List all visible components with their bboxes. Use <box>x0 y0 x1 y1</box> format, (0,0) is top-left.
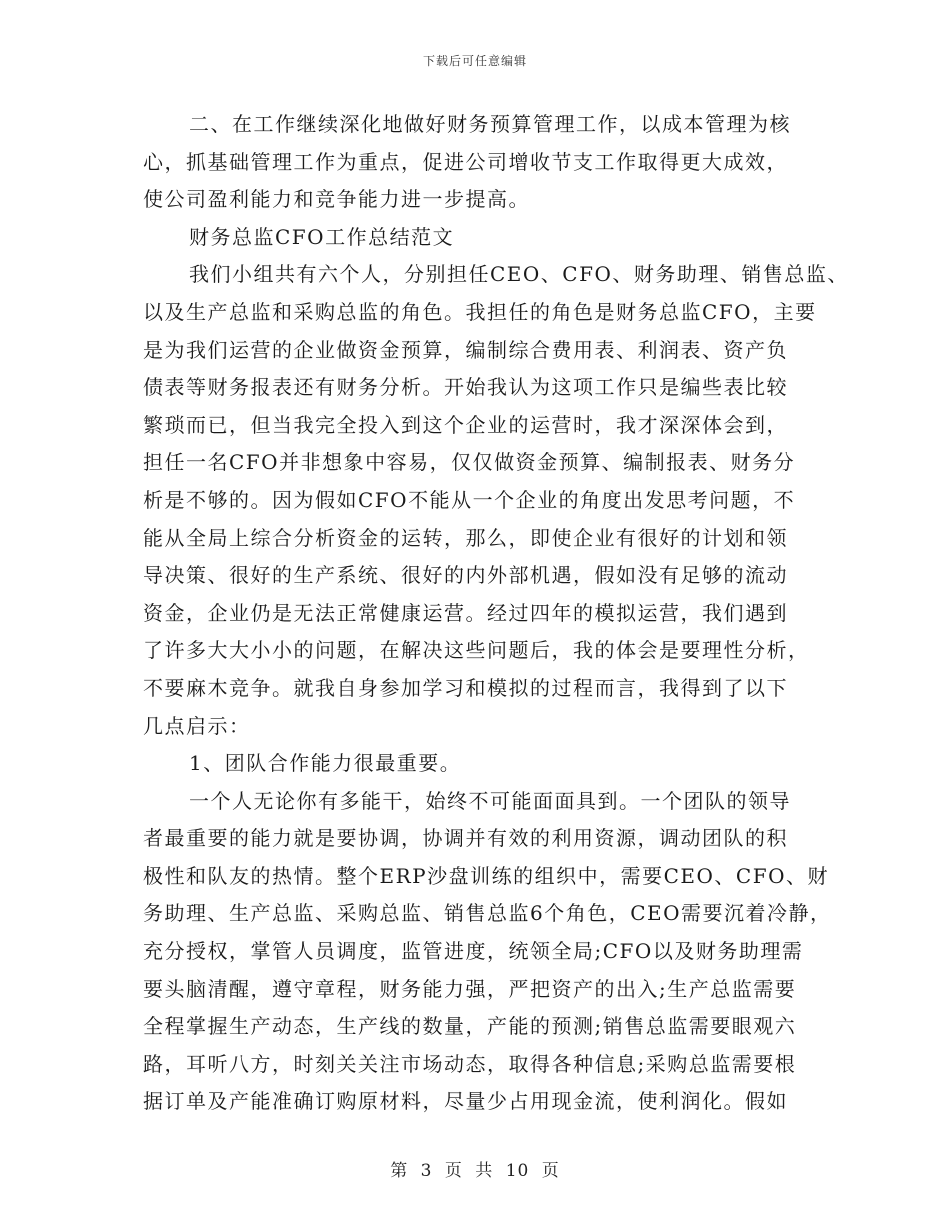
list-heading: 1、团队合作能力很最重要。 <box>189 751 462 776</box>
paragraph-line: 债表等财务报表还有财务分析。开始我认为这项工作只是编些表比较 <box>143 375 788 400</box>
paragraph-line: 了许多大大小小的问题，在解决这些问题后，我的体会是要理性分析， <box>143 638 810 663</box>
paragraph-line: 充分授权，掌管人员调度，监管进度，统领全局;CFO以及财务助理需 <box>143 939 804 964</box>
paragraph-line: 是为我们运营的企业做资金预算，编制综合费用表、利润表、资产负 <box>143 337 788 362</box>
paragraph-line: 心，抓基础管理工作为重点，促进公司增收节支工作取得更大成效， <box>143 149 788 174</box>
paragraph-line: 不要麻木竞争。就我自身参加学习和模拟的过程而言，我得到了以下 <box>143 675 788 700</box>
page-header: 下载后可任意编辑 <box>422 54 527 68</box>
paragraph-line: 担任一名CFO并非想象中容易，仅仅做资金预算、编制报表、财务分 <box>143 450 796 475</box>
paragraph-line: 导决策、很好的生产系统、很好的内外部机遇，假如没有足够的流动 <box>143 563 788 588</box>
paragraph-line: 路，耳听八方，时刻关关注市场动态，取得各种信息;采购总监需要根 <box>143 1051 797 1076</box>
paragraph-line: 据订单及产能准确订购原材料，尽量少占用现金流，使利润化。假如 <box>143 1089 788 1114</box>
paragraph-line: 者最重要的能力就是要协调，协调并有效的利用资源，调动团队的积 <box>143 826 788 851</box>
paragraph-line: 务助理、生产总监、采购总监、销售总监6个角色，CEO需要沉着冷静， <box>143 901 832 926</box>
paragraph-line: 析是不够的。因为假如CFO不能从一个企业的角度出发思考问题，不 <box>143 487 796 512</box>
paragraph-line: 一个人无论你有多能干，始终不可能面面具到。一个团队的领导 <box>189 788 791 813</box>
paragraph-line: 我们小组共有六个人，分别担任CEO、CFO、财务助理、销售总监、 <box>189 262 849 287</box>
paragraph-line: 以及生产总监和采购总监的角色。我担任的角色是财务总监CFO，主要 <box>143 299 817 324</box>
paragraph-line: 极性和队友的热情。整个ERP沙盘训练的组织中，需要CEO、CFO、财 <box>143 863 829 888</box>
document-body <box>143 106 849 1121</box>
paragraph-line: 要头脑清醒，遵守章程，财务能力强，严把资产的出入;生产总监需要 <box>143 976 797 1001</box>
paragraph-line: 几点启示： <box>143 713 251 738</box>
paragraph-line: 繁琐而已，但当我完全投入到这个企业的运营时，我才深深体会到， <box>143 412 788 437</box>
paragraph-line: 使公司盈利能力和竞争能力进一步提高。 <box>143 187 530 212</box>
paragraph-line: 二、在工作继续深化地做好财务预算管理工作，以成本管理为核 <box>189 112 791 136</box>
paragraph-line: 全程掌握生产动态，生产线的数量，产能的预测;销售总监需要眼观六 <box>143 1014 797 1039</box>
paragraph-line: 资金，企业仍是无法正常健康运营。经过四年的模拟运营，我们遇到 <box>143 600 788 625</box>
section-title: 财务总监CFO工作总结范文 <box>189 224 455 249</box>
page-number: 第 3 页 共 10 页 <box>390 1161 560 1181</box>
paragraph-line: 能从全局上综合分析资金的运转，那么，即使企业有很好的计划和领 <box>143 525 788 550</box>
